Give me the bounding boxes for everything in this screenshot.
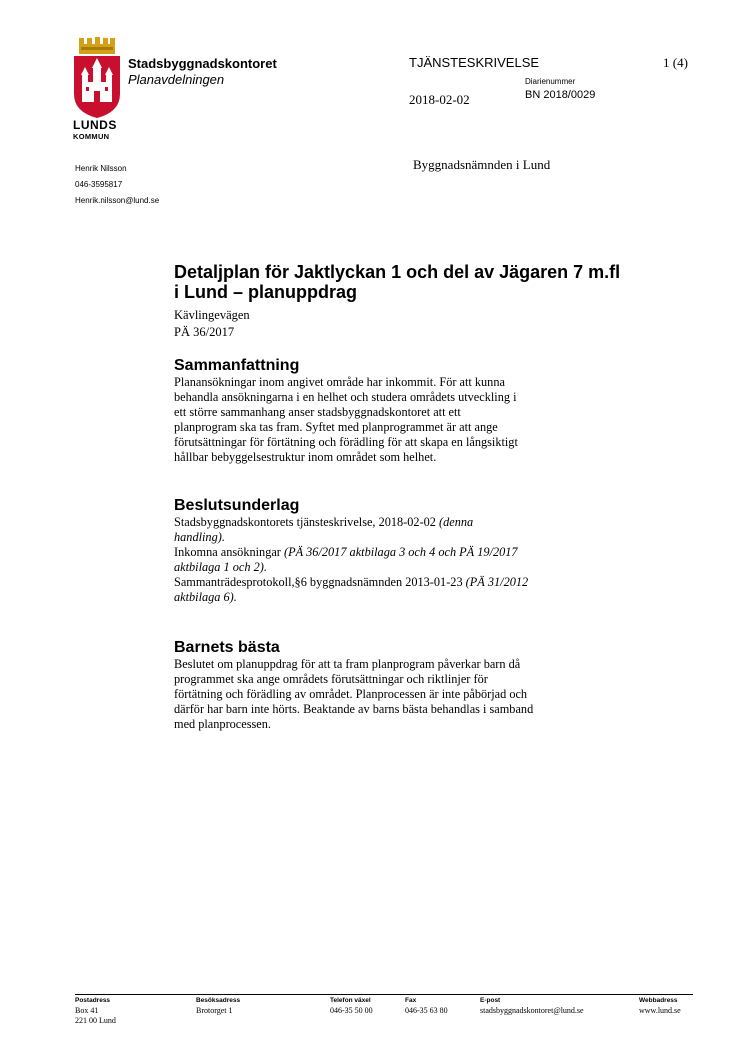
footer-phone-label: Telefon växel — [330, 997, 371, 1004]
document-date: 2018-02-02 — [409, 92, 470, 107]
basis-item-note: handling). — [174, 530, 225, 544]
basis-item-note: (PÄ 31/2012 — [465, 575, 529, 589]
recipient: Byggnadsnämnden i Lund — [413, 157, 551, 172]
footer-postal-line: Box 41 — [75, 1006, 99, 1015]
lund-kommun-logo — [73, 36, 121, 142]
title-line-1: Detaljplan för Jaktlyckan 1 och del av Jägaren 7 m.fl — [174, 262, 621, 282]
department-name: Stadsbyggnadskontoret — [128, 56, 277, 71]
basis-item-text: Inkomna ansökningar — [174, 545, 284, 559]
logo-text-lunds: LUNDS — [73, 118, 117, 132]
page-number: 1 (4) — [663, 55, 688, 70]
footer-fax-label: Fax — [405, 997, 417, 1004]
basis-item-line — [174, 590, 614, 605]
footer-postal-line: 221 00 Lund — [75, 1016, 116, 1025]
basis-item-line — [174, 530, 614, 545]
contact-phone: 046-3595817 — [75, 180, 123, 189]
footer-phone: 046-35 50 00 — [330, 1006, 373, 1015]
summary-line: behandla ansökningarna i en helhet och studera områdets utveckling i — [174, 390, 517, 404]
footer-postal-label: Postadress — [75, 997, 111, 1004]
document-type: TJÄNSTESKRIVELSE — [409, 55, 540, 70]
logo-text-kommun: KOMMUN — [73, 132, 110, 141]
basis-item-text: Sammanträdesprotokoll,§6 byggnadsnämnden 2013-01-23 — [174, 575, 466, 589]
basis-item-note: aktbilaga 1 och 2). — [174, 560, 267, 574]
children-line: programmet ska ange områdets förutsättningar och riktlinjer för — [174, 672, 488, 686]
summary-text — [174, 375, 614, 465]
footer-visit: Brotorget 1 — [196, 1006, 233, 1015]
footer-web-label: Webbadress — [639, 997, 678, 1004]
diary-number: BN 2018/0029 — [525, 89, 596, 101]
children-text — [174, 657, 614, 732]
basis-item-note: (denna — [439, 515, 474, 529]
basis-item-line — [174, 560, 614, 575]
footer-email-label: E-post — [480, 997, 501, 1004]
footer-email[interactable]: stadsbyggnadskontoret@lund.se — [480, 1006, 584, 1015]
footer-divider — [75, 994, 693, 995]
summary-heading: Sammanfattning — [174, 357, 300, 374]
street-name: Kävlingevägen — [174, 308, 250, 322]
case-number: PÄ 36/2017 — [174, 325, 235, 339]
basis-item-line — [174, 545, 614, 560]
footer-fax: 046-35 63 80 — [405, 1006, 448, 1015]
title-line-2: i Lund – planuppdrag — [174, 282, 357, 302]
contact-email: Henrik.nilsson@lund.se — [75, 196, 160, 205]
summary-line: planprogram ska tas fram. Syftet med planprogrammet är att ange — [174, 420, 498, 434]
summary-line: förutsättningar för förtätning och förädling för att skapa en långsiktigt — [174, 435, 518, 449]
document-title — [174, 262, 684, 302]
basis-item-line — [174, 515, 614, 530]
children-line: förtätning och förädling av området. Planprocessen är inte påbörjad och — [174, 687, 528, 701]
division-name: Planavdelningen — [128, 72, 225, 87]
children-line: Beslutet om planuppdrag för att ta fram planprogram påverkar barn då — [174, 657, 521, 671]
contact-name: Henrik Nilsson — [75, 164, 127, 173]
basis-heading: Beslutsunderlag — [174, 497, 300, 514]
basis-item-text: Stadsbyggnadskontorets tjänsteskrivelse, 2018-02-02 — [174, 515, 440, 529]
children-line: därför har barn inte hörts. Beaktande av barns bästa behandlas i samband — [174, 702, 534, 716]
footer-postal — [75, 1006, 116, 1026]
summary-line: hållbar bebyggelsestruktur inom området som helhet. — [174, 450, 437, 464]
children-line: med planprocessen. — [174, 717, 271, 731]
basis-list — [174, 515, 614, 605]
basis-item-note: aktbilaga 6). — [174, 590, 237, 604]
basis-item-line — [174, 575, 614, 590]
children-heading: Barnets bästa — [174, 639, 280, 656]
summary-line: ett större sammanhang anser stadsbyggnadskontoret att ett — [174, 405, 461, 419]
summary-line: Planansökningar inom angivet område har inkommit. För att kunna — [174, 375, 505, 389]
basis-item-note: (PÄ 36/2017 aktbilaga 3 och 4 och PÄ 19/2017 — [283, 545, 518, 559]
footer-web[interactable]: www.lund.se — [639, 1006, 681, 1015]
diary-number-label: Diarienummer — [525, 77, 576, 86]
footer-visit-label: Besöksadress — [196, 997, 241, 1004]
